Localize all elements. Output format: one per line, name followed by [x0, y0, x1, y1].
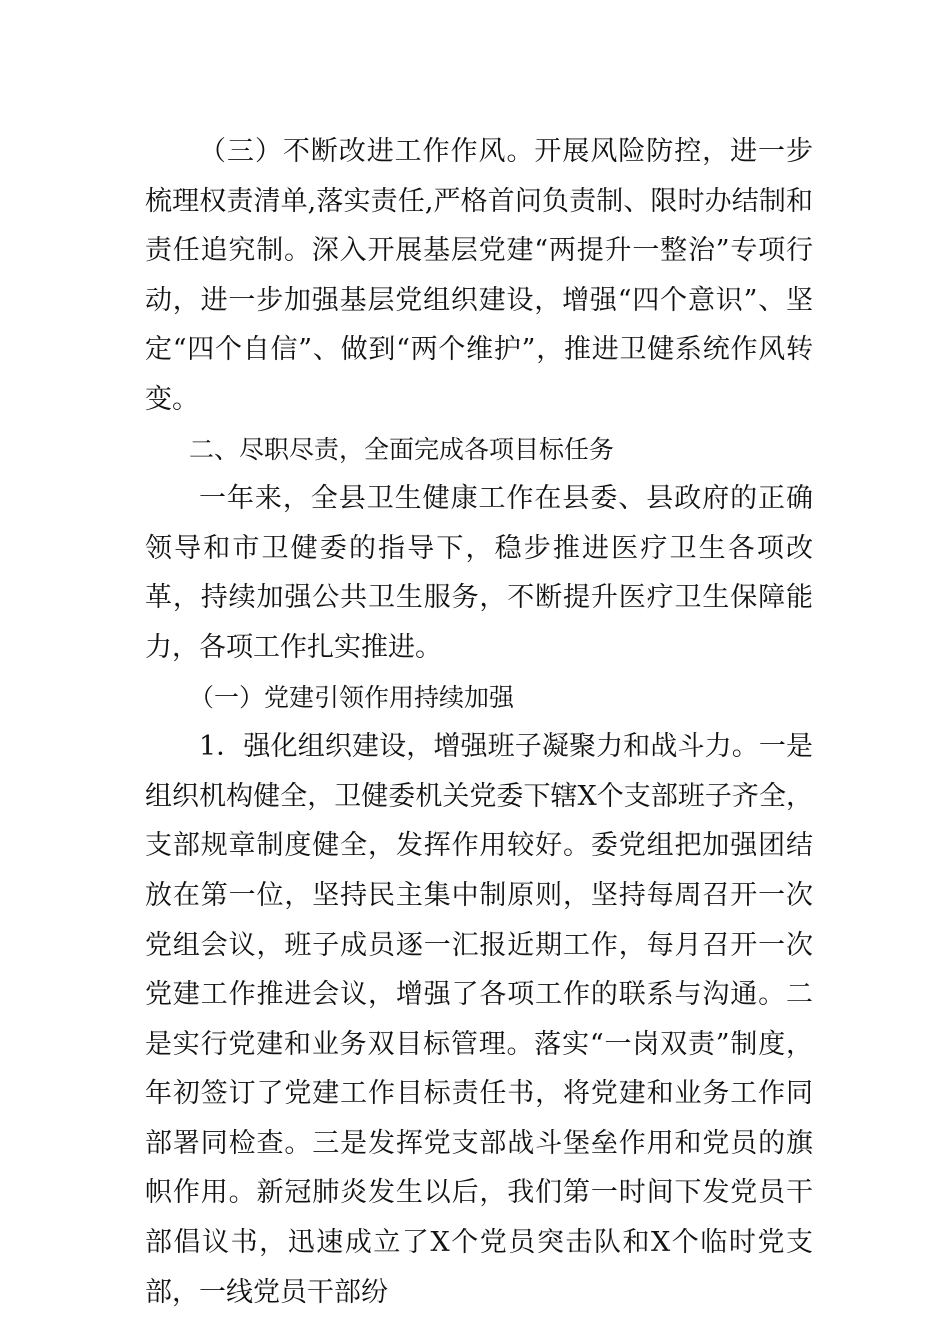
paragraph-year-summary: 一年来，全县卫生健康工作在县委、县政府的正确领导和市卫健委的指导下，稳步推进医疗卫生各项改革，持续加强公共卫生服务，不断提升医疗卫生保障能力，各项工作扎实推进。 — [145, 483, 813, 663]
paragraph-organization: 1．强化组织建设，增强班子凝聚力和战斗力。一是组织机构健全，卫健委机关党委下辖X个支部班子齐全，支部规章制度健全，发挥作用较好。委党组把加强团结放在第一位，坚持民主集中制原则，坚持每周召开一次党组会议，班子成员逐一汇报近期工作，每月召开一次党建工作推进会议，增强了各项工作的联系与沟通。二是实行党建和业务双目标管理。落实“一岗双责”制度，年初签订了党建工作目标责任书，将党建和业务工作同部署同检查。三是发挥党支部战斗堡垒作用和党员的旗帜作用。新冠肺炎发生以后，我们第一时间下发党员干部倡议书，迅速成立了X个党员突击队和X个临时党支部，一线党员干部纷 — [145, 731, 813, 1308]
subsection-heading-1: （一）党建引领作用持续加强 — [189, 682, 515, 712]
paragraph-work-style: （三）不断改进工作作风。开展风险防控，进一步梳理权责清单,落实责任,严格首问负责制、限时办结制和责任追究制。深入开展基层党建“两提升一整治”专项行动，进一步加强基层党组织建设，增强“四个意识”、坚定“四个自信”、做到“两个维护”，推进卫健系统作风转变。 — [145, 136, 813, 415]
section-heading-2: 二、尽职尽责，全面完成各项目标任务 — [189, 434, 615, 464]
document-body — [145, 127, 813, 1317]
